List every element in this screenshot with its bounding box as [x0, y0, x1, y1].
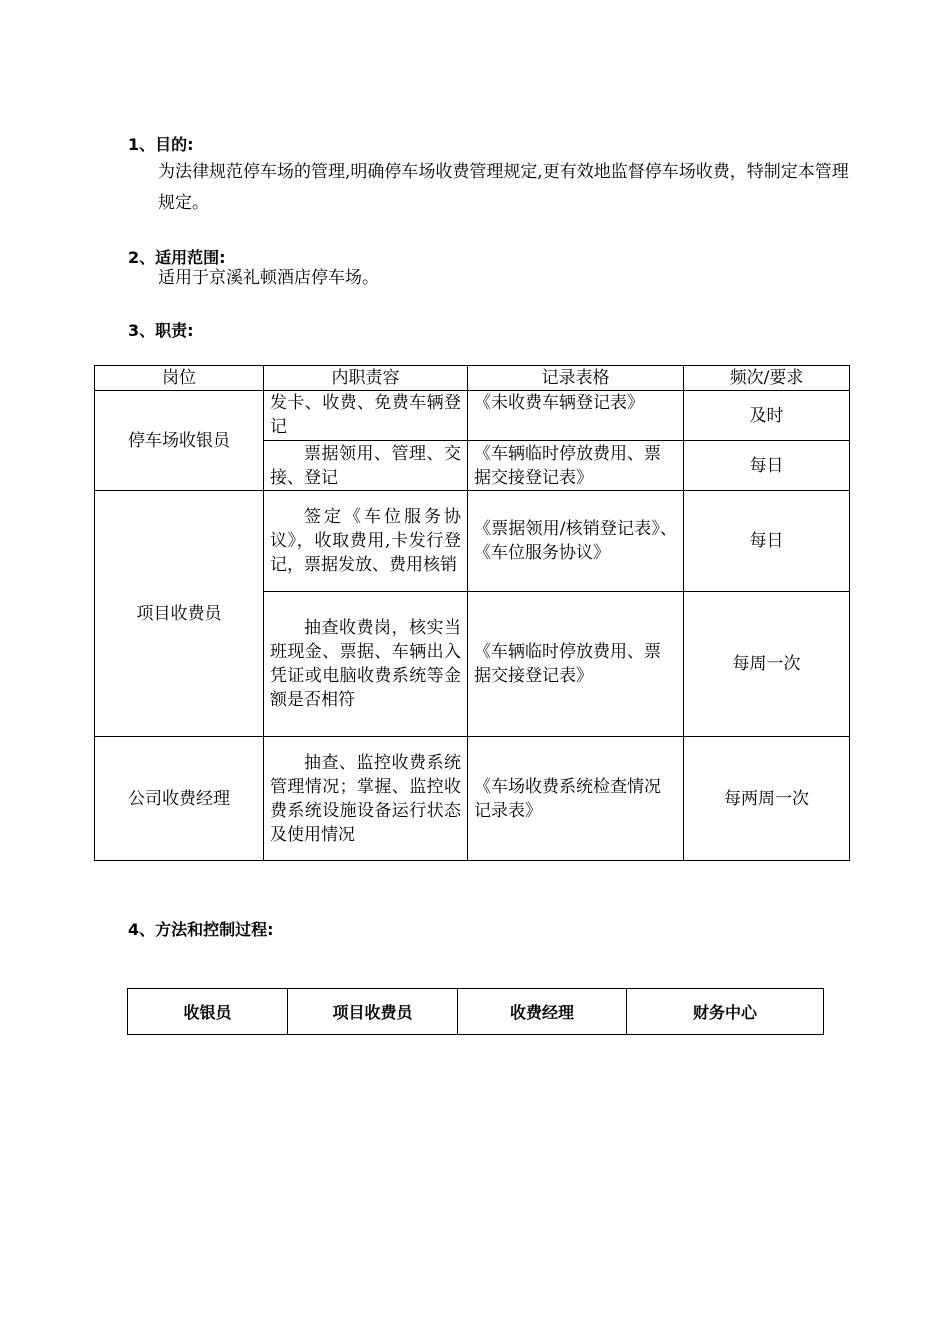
position-cell: 项目收费员 — [95, 491, 264, 737]
header-record: 记录表格 — [468, 366, 684, 391]
record-cell: 《车辆临时停放费用、票据交接登记表》 — [468, 592, 684, 737]
flow-table — [127, 988, 824, 1035]
frequency-cell: 及时 — [684, 391, 850, 441]
duty-cell: 抽查、监控收费系统管理情况；掌握、监控收费系统设施设备运行状态及使用情况 — [264, 737, 468, 861]
section-4-heading: 4、方法和控制过程: — [128, 920, 274, 939]
duty-table — [94, 365, 850, 861]
header-position: 岗位 — [95, 366, 264, 391]
table-row — [95, 391, 850, 441]
section-3-heading: 3、职责: — [128, 321, 194, 340]
frequency-cell: 每两周一次 — [684, 737, 850, 861]
header-duty: 内职责容 — [264, 366, 468, 391]
record-cell: 《车辆临时停放费用、票据交接登记表》 — [468, 441, 684, 491]
flow-header-fee-manager: 收费经理 — [458, 989, 627, 1035]
table-row — [95, 491, 850, 592]
frequency-cell: 每日 — [684, 491, 850, 592]
purpose-text: 为法律规范停车场的管理,明确停车场收费管理规定,更有效地监督停车场收费，特制定本管理规定。 — [158, 162, 849, 213]
duty-cell: 发卡、收费、免费车辆登记 — [264, 391, 468, 441]
duty-cell: 票据领用、管理、交接、登记 — [264, 441, 468, 491]
duty-table-header — [95, 366, 850, 391]
frequency-cell: 每周一次 — [684, 592, 850, 737]
flow-header-finance-center: 财务中心 — [627, 989, 824, 1035]
record-cell: 《车场收费系统检查情况记录表》 — [468, 737, 684, 861]
flow-table-header — [128, 989, 824, 1035]
table-row — [95, 737, 850, 861]
duty-cell: 抽查收费岗，核实当班现金、票据、车辆出入凭证或电脑收费系统等金额是否相符 — [264, 592, 468, 737]
header-frequency: 频次/要求 — [684, 366, 850, 391]
frequency-cell: 每日 — [684, 441, 850, 491]
flow-header-cashier: 收银员 — [128, 989, 288, 1035]
duty-cell: 签定《车位服务协议》，收取费用,卡发行登记，票据发放、费用核销 — [264, 491, 468, 592]
record-cell: 《票据领用/核销登记表》、《车位服务协议》 — [468, 491, 684, 592]
flow-header-project-collector: 项目收费员 — [288, 989, 458, 1035]
position-cell: 公司收费经理 — [95, 737, 264, 861]
record-cell: 《未收费车辆登记表》 — [468, 391, 684, 441]
section-2-heading: 2、适用范围: — [128, 248, 226, 267]
section-1-heading: 1、目的: — [128, 135, 194, 154]
position-cell: 停车场收银员 — [95, 391, 264, 491]
scope-text: 适用于京溪礼顿酒店停车场。 — [158, 268, 379, 288]
